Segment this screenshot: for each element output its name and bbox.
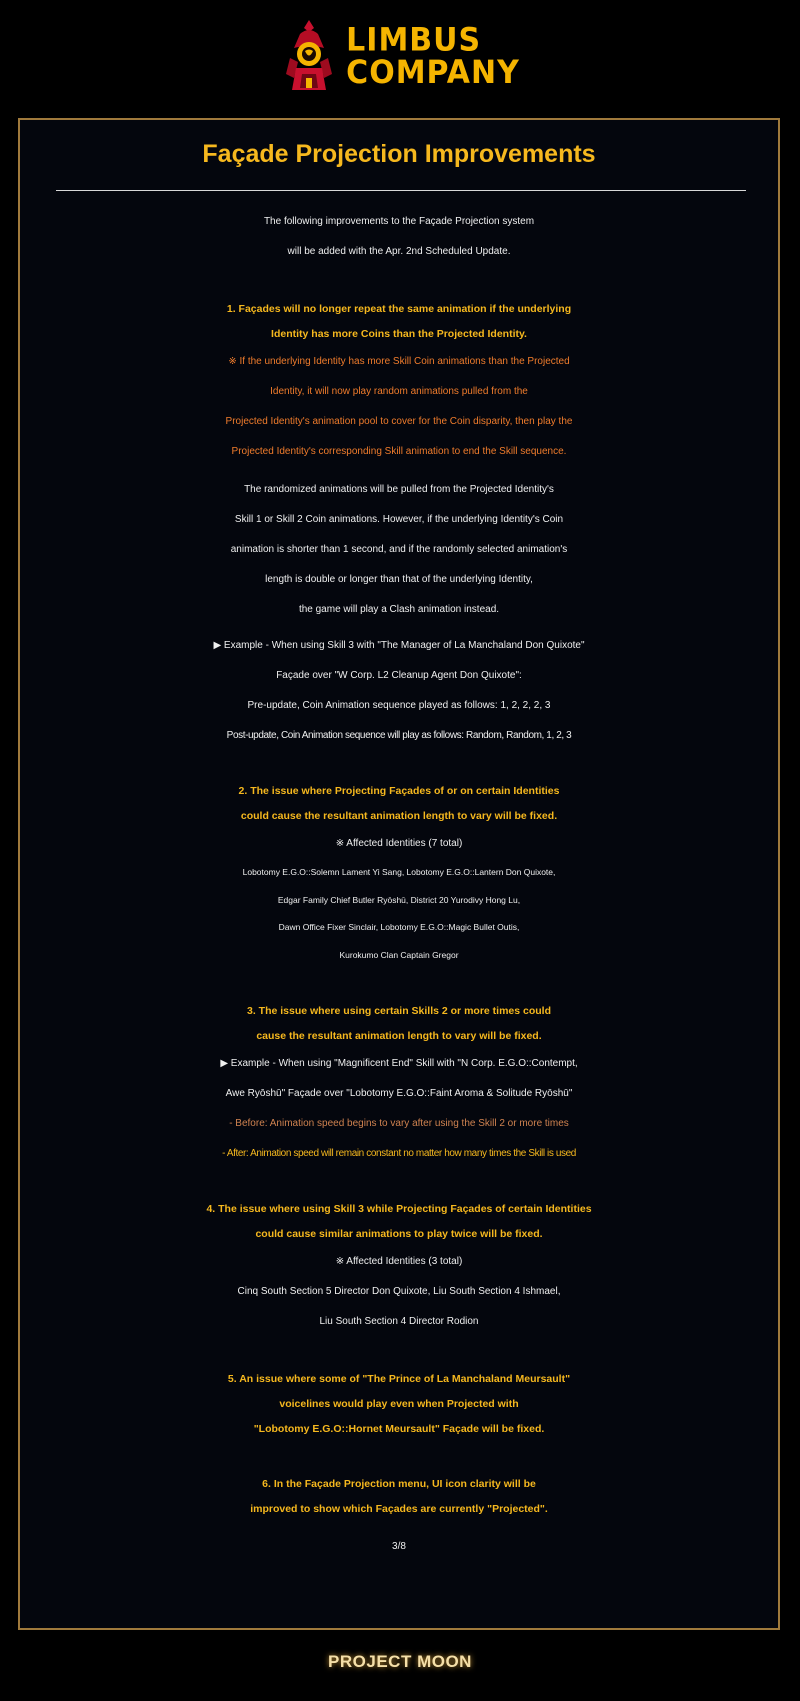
section-1-heading: Identity has more Coins than the Projected Identity.: [271, 328, 527, 340]
section-1-body: length is double or longer than that of the underlying Identity,: [265, 574, 533, 585]
section-1-note: Projected Identity's animation pool to cover for the Coin disparity, then play the: [225, 416, 573, 427]
section-2-heading: could cause the resultant animation length to vary will be fixed.: [240, 810, 558, 822]
section-2-affected-label: ※ Affected Identities (7 total): [335, 838, 463, 849]
logo-area: [0, 16, 800, 98]
emblem-icon: [280, 18, 338, 96]
section-1-heading: 1. Façades will no longer repeat the same animation if the underlying: [226, 303, 572, 315]
section-1-example: Pre-update, Coin Animation sequence played as follows: 1, 2, 2, 2, 3: [247, 700, 551, 711]
section-3-heading: cause the resultant animation length to vary will be fixed.: [256, 1030, 542, 1042]
section-2-identity-line: Edgar Family Chief Butler Ryōshū, District 20 Yurodivy Hong Lu,: [277, 894, 521, 905]
section-1-note: ※ If the underlying Identity has more Skill Coin animations than the Projected: [228, 356, 570, 367]
section-3-heading: 3. The issue where using certain Skills 2 or more times could: [246, 1005, 552, 1017]
limbus-company-logo: [280, 18, 520, 96]
section-3-before: - Before: Animation speed begins to vary after using the Skill 2 or more times: [229, 1118, 569, 1129]
notice-panel: [18, 118, 780, 1630]
section-1-body: Skill 1 or Skill 2 Coin animations. However, if the underlying Identity's Coin: [234, 514, 564, 525]
section-1-example: Post-update, Coin Animation sequence will play as follows: Random, Random, 1, 2, 3: [226, 730, 572, 741]
intro-line: will be added with the Apr. 2nd Scheduled Update.: [287, 246, 511, 257]
project-moon-footer-logo: PROJECT MOON: [328, 1652, 472, 1671]
section-1-example: Façade over "W Corp. L2 Cleanup Agent Don Quixote":: [276, 670, 522, 681]
page-title: Façade Projection Improvements: [202, 140, 596, 168]
section-1-note: Identity, it will now play random animations pulled from the: [270, 386, 528, 397]
section-4-heading: 4. The issue where using Skill 3 while Projecting Façades of certain Identities: [206, 1203, 592, 1215]
section-2-identity-line: Dawn Office Fixer Sinclair, Lobotomy E.G.O::Magic Bullet Outis,: [278, 922, 520, 932]
section-4-heading: could cause similar animations to play twice will be fixed.: [255, 1228, 543, 1240]
section-5-heading: 5. An issue where some of "The Prince of La Manchaland Meursault": [227, 1373, 571, 1385]
section-1-note: Projected Identity's corresponding Skill animation to end the Skill sequence.: [231, 446, 567, 457]
section-1-body: animation is shorter than 1 second, and if the randomly selected animation's: [230, 544, 568, 555]
section-4-identity-line: Liu South Section 4 Director Rodion: [319, 1316, 479, 1327]
section-2-identity-line: Kurokumo Clan Captain Gregor: [339, 949, 459, 960]
section-1-body: The randomized animations will be pulled from the Projected Identity's: [244, 484, 554, 495]
logo-line-1: LIMBUS: [346, 21, 482, 60]
section-5-heading: "Lobotomy E.G.O::Hornet Meursault" Façade will be fixed.: [253, 1423, 545, 1435]
section-2-identity-line: Lobotomy E.G.O::Solemn Lament Yi Sang, Lobotomy E.G.O::Lantern Don Quixote,: [242, 867, 556, 877]
page-number: 3/8: [392, 1541, 406, 1552]
notice-content: [20, 207, 778, 1562]
logo-wordmark: [346, 21, 520, 92]
section-1-example: ▶ Example - When using Skill 3 with "The Manager of La Manchaland Don Quixote": [213, 640, 585, 651]
section-1-body: the game will play a Clash animation instead.: [298, 604, 500, 615]
logo-line-2: COMPANY: [346, 53, 520, 92]
title-divider: [56, 190, 746, 191]
section-4-affected-label: ※ Affected Identities (3 total): [335, 1256, 463, 1267]
section-3-example: ▶ Example - When using "Magnificent End" Skill with "N Corp. E.G.O::Contempt,: [220, 1058, 578, 1069]
section-4-identity-line: Cinq South Section 5 Director Don Quixote, Liu South Section 4 Ishmael,: [237, 1286, 561, 1297]
section-3-after: - After: Animation speed will remain constant no matter how many times the Skill is used: [222, 1148, 576, 1159]
section-6-heading: improved to show which Façades are currently "Projected".: [250, 1503, 548, 1515]
section-3-example: Awe Ryōshū" Façade over "Lobotomy E.G.O::Faint Aroma & Solitude Ryōshū": [225, 1088, 573, 1099]
section-6-heading: 6. In the Façade Projection menu, UI icon clarity will be: [262, 1478, 536, 1490]
intro-line: The following improvements to the Façade Projection system: [263, 216, 535, 227]
section-2-heading: 2. The issue where Projecting Façades of or on certain Identities: [238, 785, 560, 797]
section-5-heading: voicelines would play even when Projected with: [279, 1398, 519, 1410]
